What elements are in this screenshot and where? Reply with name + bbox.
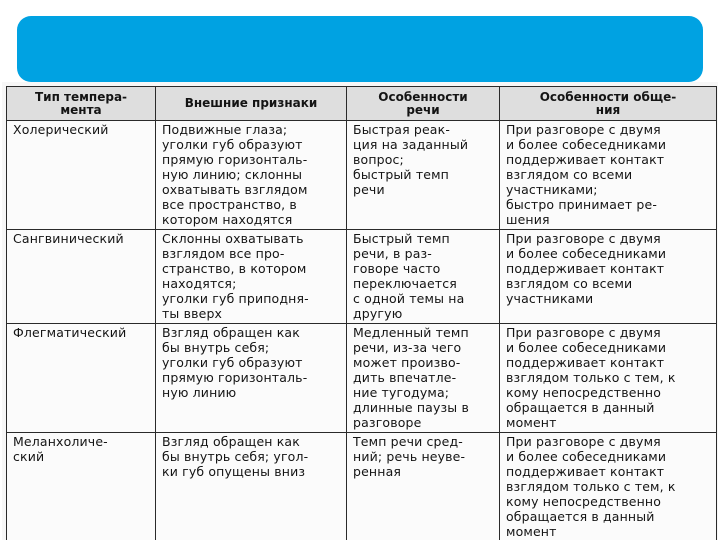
cell-speech: Быстрая реак- ция на заданный вопрос; быстрый темп речи [347,121,500,230]
cell-communication: При разговоре с двумя и более собеседниками поддерживает контакт взглядом только с тем, к кому непосредственно обращается в данный момент [500,324,717,433]
header-appearance: Внешние признаки [156,87,347,121]
cell-type: Меланхоличе- ский [7,433,156,540]
cell-communication: При разговоре с двумя и более собеседниками поддерживает контакт взглядом со всеми участниками; быстро принимает ре- шения [500,121,717,230]
cell-type: Холерический [7,121,156,230]
header-speech: Особенности речи [347,87,500,121]
cell-appearance: Склонны охватывать взглядом все про- странство, в котором находятся; уголки губ приподня- ты вверх [156,230,347,324]
cell-appearance: Взгляд обращен как бы внутрь себя; уголки губ образуют прямую горизонталь- ную линию [156,324,347,433]
table-row [7,433,717,540]
cell-speech: Быстрый темп речи, в раз- говоре часто переключается с одной темы на другую [347,230,500,324]
header-row [7,87,717,121]
temperament-table [6,86,717,540]
title-banner [17,16,703,82]
table-row [7,121,717,230]
cell-appearance: Подвижные глаза; уголки губ образуют прямую горизонталь- ную линию; склонны охватывать взглядом все пространство, в котором находятся [156,121,347,230]
cell-appearance: Взгляд обращен как бы внутрь себя; угол- ки губ опущены вниз [156,433,347,540]
header-communication: Особенности обще- ния [500,87,717,121]
cell-communication: При разговоре с двумя и более собеседниками поддерживает контакт взглядом со всеми участниками [500,230,717,324]
cell-speech: Темп речи сред- ний; речь неуве- ренная [347,433,500,540]
table-scan [2,82,718,540]
header-temperament-type: Тип темпера- мента [7,87,156,121]
cell-type: Флегматический [7,324,156,433]
table-row [7,230,717,324]
cell-communication: При разговоре с двумя и более собеседниками поддерживает контакт взглядом только с тем, к кому непосредственно обращается в данный момент [500,433,717,540]
cell-speech: Медленный темп речи, из-за чего может произво- дить впечатле- ние тугодума; длинные паузы в разговоре [347,324,500,433]
cell-type: Сангвинический [7,230,156,324]
table-row [7,324,717,433]
